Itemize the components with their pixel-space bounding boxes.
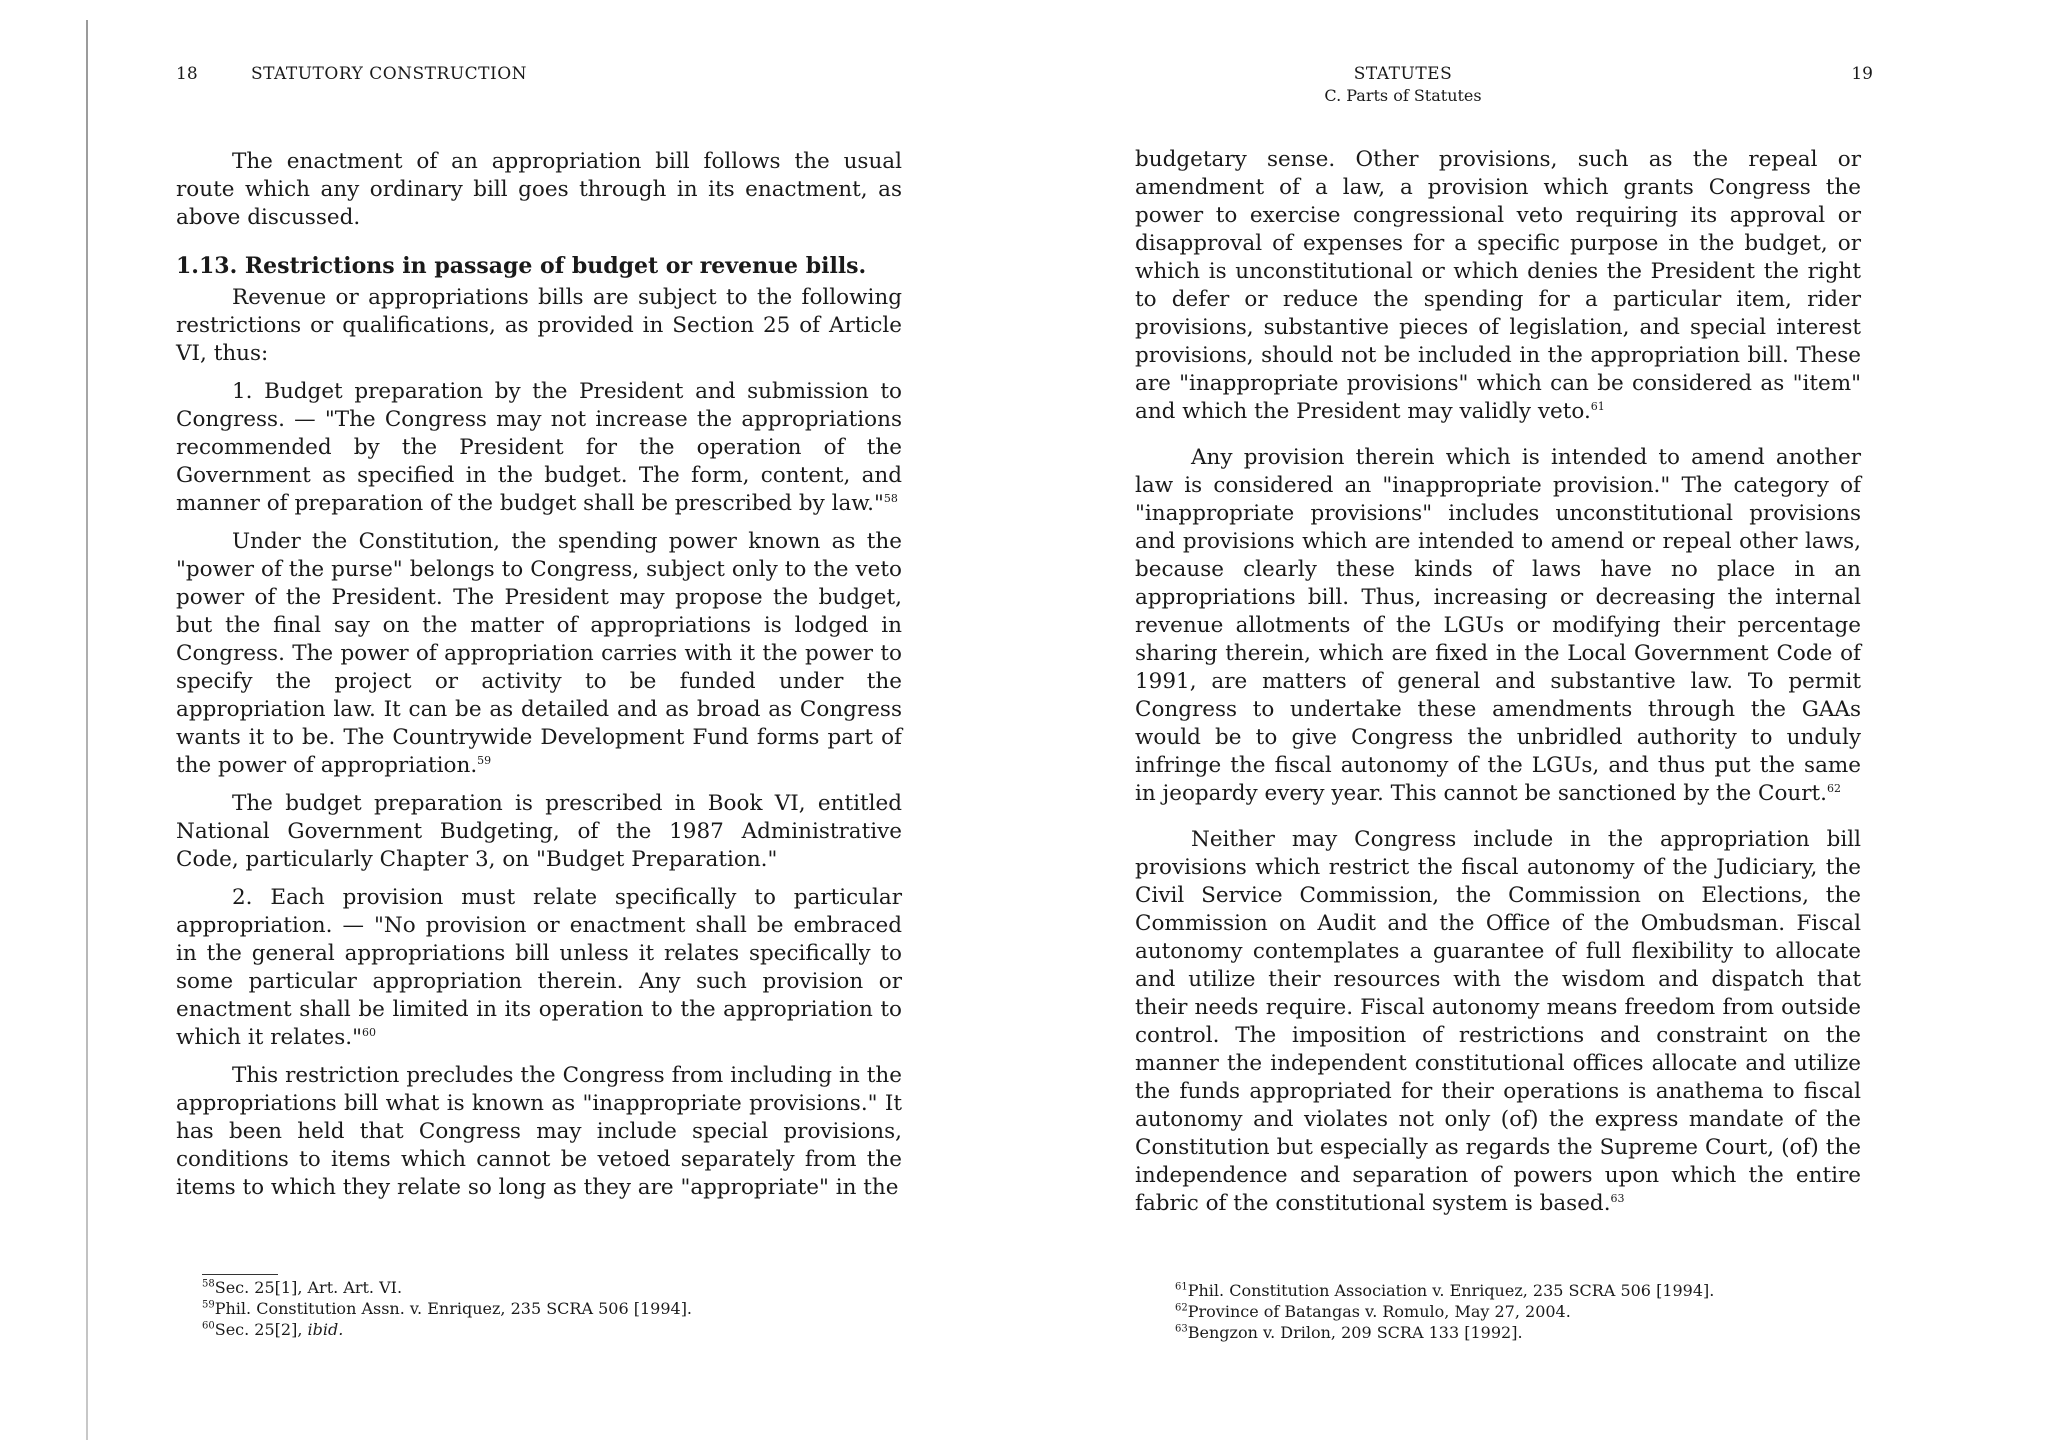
footnote: $^{62}$Province of Batangas v. Romulo, May 27, 2004. — [1175, 1302, 1571, 1321]
running-head-title: STATUTES — [1353, 64, 1453, 84]
paragraph: Revenue or appropriations bills are subject to the following restrictions or qualifications, as provided in Section 25 of Article VI, thus: — [176, 285, 902, 366]
paragraph: 1. Budget preparation by the President and submission to Congress. — "The Congress may not increase the appropriations recommended by the President for the operation of the Government as specified in the budget. The form, content, and manner of preparation of the budget shall be prescribed by law."$^{58}$ — [176, 379, 902, 516]
paragraph: Any provision therein which is intended to amend another law is considered an "inappropriate provision." The category of "inappropriate provisions" includes unconstitutional provisions and provisions which are intended to amend or repeal other laws, because clearly these kinds of laws have no place in an appropriations bill. Thus, increasing or decreasing the internal revenue allotments of the LGUs or modifying their percentage sharing therein, which are fixed in the Local Government Code of 1991, are matters of general and substantive law. To permit Congress to undertake these amendments through the GAAs would be to give Congress the unbridled authority to unduly infringe the fiscal autonomy of the LGUs, and thus put the same in jeopardy every year. This cannot be sanctioned by the Court.$^{62}$ — [1135, 445, 1861, 806]
paragraph: The enactment of an appropriation bill follows the usual route which any ordinary bill goes through in its enactment, as above discussed. — [176, 149, 902, 230]
paragraph: The budget preparation is prescribed in Book VI, entitled National Government Budgeting, of the 1987 Administrative Code, particularly Chapter 3, on "Budget Preparation." — [176, 791, 902, 872]
paragraph: Under the Constitution, the spending power known as the "power of the purse" belongs to Congress, subject only to the veto power of the President. The President may propose the budget, but the final say on the matter of appropriations is lodged in Congress. The power of appropriation carries with it the power to specify the project or activity to be funded under the appropriation law. It can be as detailed and as broad as Congress wants it to be. The Countrywide Development Fund forms part of the power of appropriation.$^{59}$ — [176, 529, 902, 778]
section-heading: 1.13. Restrictions in passage of budget or revenue bills. — [176, 253, 867, 279]
footnote-ref[interactable]: 62 — [1827, 781, 1841, 795]
running-head-title: STATUTORY CONSTRUCTION — [250, 64, 528, 84]
paragraph: budgetary sense. Other provisions, such as the repeal or amendment of a law, a provision which grants Congress the power to exercise congressional veto requiring its approval or disapproval of expenses for a specific purpose in the budget, or which is unconstitutional or which denies the President the right to defer or reduce the spending for a particular item, rider provisions, substantive pieces of legislation, and special interest provisions, should not be included in the appropriation bill. These are "inappropriate provisions" which can be considered as "item" and which the President may validly veto.$^{61}$ — [1135, 147, 1861, 424]
footnote: $^{60}$Sec. 25[2], ibid. — [202, 1320, 344, 1339]
page-number: 18 — [176, 64, 198, 84]
page-body — [1135, 146, 1861, 1228]
running-head — [176, 62, 902, 122]
footnote-ref[interactable]: 61 — [1590, 399, 1605, 413]
footnote-rule — [202, 1274, 278, 1275]
footnote-ref[interactable]: 59 — [477, 753, 492, 767]
footnote-ref[interactable]: 60 — [362, 1025, 377, 1039]
footnotes — [202, 1274, 928, 1340]
footnote: $^{58}$Sec. 25[1], Art. Art. VI. — [202, 1278, 403, 1297]
footnote: $^{63}$Bengzon v. Drilon, 209 SCRA 133 [1992]. — [1175, 1323, 1523, 1342]
footnote-ref[interactable]: 63 — [1610, 1191, 1625, 1205]
paragraph: This restriction precludes the Congress from including in the appropriations bill what is known as "inappropriate provisions." It has been held that Congress may include special provisions, conditions to items which cannot be vetoed separately from the items to which they relate so long as they are "appropriate" in the — [176, 1063, 902, 1200]
page-body — [176, 148, 902, 1212]
running-head-subtitle: C. Parts of Statutes — [1324, 86, 1482, 105]
running-head — [1135, 62, 1873, 122]
footnote: $^{59}$Phil. Constitution Assn. v. Enriquez, 235 SCRA 506 [1994]. — [202, 1299, 693, 1318]
paragraph: 2. Each provision must relate specifically to particular appropriation. — "No provision or enactment shall be embraced in the general appropriations bill unless it relates specifically to some particular appropriation therein. Any such provision or enactment shall be limited in its operation to the appropriation to which it relates."$^{60}$ — [176, 885, 902, 1050]
paragraph: Neither may Congress include in the appropriation bill provisions which restrict the fiscal autonomy of the Judiciary, the Civil Service Commission, the Commission on Elections, the Commission on Audit and the Office of the Ombudsman. Fiscal autonomy contemplates a guarantee of full flexibility to allocate and utilize their resources with the wisdom and dispatch that their needs require. Fiscal autonomy means freedom from outside control. The imposition of restrictions and constraint on the manner the independent constitutional offices allocate and utilize the funds appropriated for their operations is anathema to fiscal autonomy and violates not only (of) the express mandate of the Constitution but especially as regards the Supreme Court, (of) the independence and separation of powers upon which the entire fabric of the constitutional system is based.$^{63}$ — [1135, 827, 1861, 1216]
footnotes — [1175, 1280, 1901, 1343]
page-number: 19 — [1851, 64, 1873, 84]
footnote: $^{61}$Phil. Constitution Association v. Enriquez, 235 SCRA 506 [1994]. — [1175, 1281, 1715, 1300]
binding-edge — [86, 20, 88, 1440]
footnote-ref[interactable]: 58 — [883, 491, 898, 505]
